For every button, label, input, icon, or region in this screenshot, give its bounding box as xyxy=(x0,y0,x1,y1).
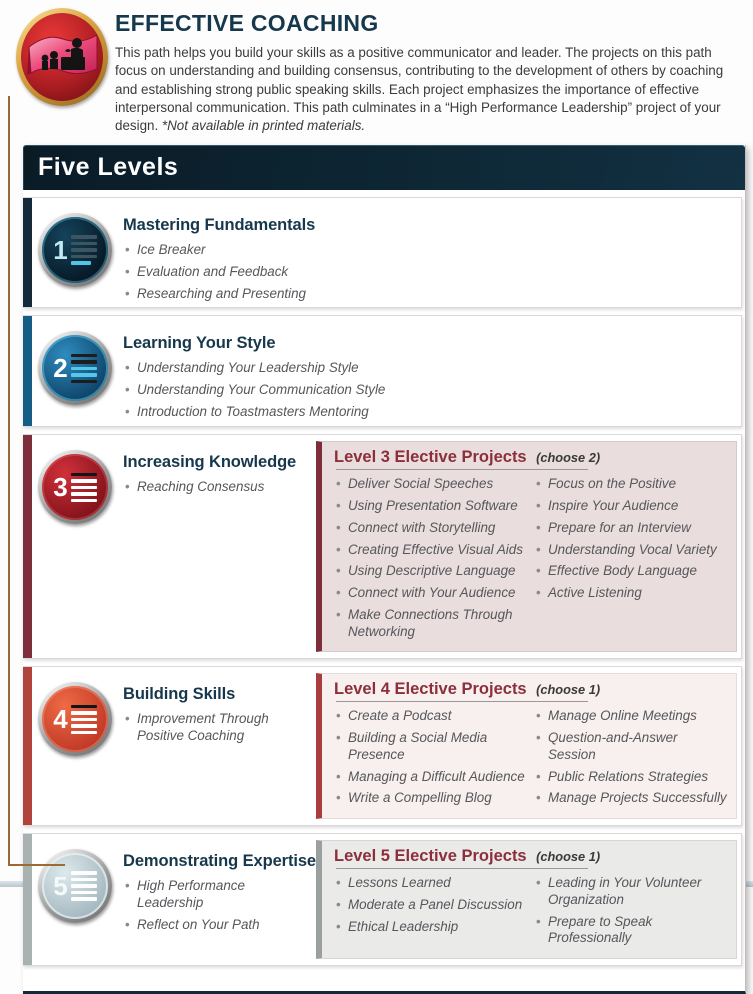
numbered-document-icon xyxy=(42,335,108,401)
path-description-text: This path helps you build your skills as a positive communicator and leader. The projects on this path focus on understanding and building consensus, contributing to the development of others by coaching and establishing strong public speaking skills. Each project emphasizes the importance of effective interpersonal communication. This path culminates in a “High Performance Leadership” project of your design. xyxy=(115,45,724,134)
gold-ribbon-line-horizontal xyxy=(8,864,65,866)
elective-item: • Connect with Your Audience xyxy=(334,585,528,602)
project-item: • Introduction to Toastmasters Mentoring xyxy=(123,404,735,421)
level-2-title: Learning Your Style xyxy=(123,334,276,353)
level-5-projects xyxy=(123,878,310,933)
elective-item: • Ethical Leadership xyxy=(334,919,528,936)
level-5-electives-heading xyxy=(334,847,728,866)
electives-columns xyxy=(334,476,728,645)
elective-item: • Make Connections Through Networking xyxy=(334,607,528,641)
level-3-number: 3 xyxy=(53,471,68,502)
elective-item: • Focus on the Positive xyxy=(534,476,728,493)
numbered-document-icon xyxy=(42,454,108,520)
level-row-2 xyxy=(23,315,742,427)
project-item: • Reflect on Your Path xyxy=(123,917,310,934)
level-4-badge-zone xyxy=(32,667,121,825)
five-levels-heading: Five Levels xyxy=(23,145,745,190)
elective-item: • Moderate a Panel Discussion xyxy=(334,897,528,914)
level-3-electives-panel xyxy=(316,441,737,652)
page-title: EFFECTIVE COACHING xyxy=(115,10,379,36)
document-lines-icon xyxy=(71,473,97,503)
level-3-accent-bar xyxy=(23,435,32,658)
electives-columns xyxy=(334,708,728,812)
project-item: • Ice Breaker xyxy=(123,242,735,259)
elective-item: • Create a Podcast xyxy=(334,708,528,725)
level-5-title: Demonstrating Expertise xyxy=(123,852,317,870)
flag-speaker-icon-inner xyxy=(21,13,103,101)
document-lines-icon xyxy=(71,235,97,265)
elective-item: • Manage Projects Successfully xyxy=(534,790,728,807)
level-3-title: Increasing Knowledge xyxy=(123,453,297,472)
elective-item: • Connect with Storytelling xyxy=(334,520,528,537)
level-4-badge xyxy=(38,682,112,756)
level-row-5 xyxy=(23,833,742,966)
level-5-accent-bar xyxy=(23,834,32,965)
heading-rule xyxy=(336,469,588,470)
elective-item: • Building a Social Media Presence xyxy=(334,730,528,764)
electives-column-1 xyxy=(334,708,528,812)
project-item: • Researching and Presenting xyxy=(123,286,735,303)
level-2-accent-bar xyxy=(23,316,32,426)
level-2-badge-zone xyxy=(32,316,121,426)
project-item: • Evaluation and Feedback xyxy=(123,264,735,281)
elective-item: • Write a Compelling Blog xyxy=(334,790,528,807)
numbered-document-icon xyxy=(42,686,108,752)
numbered-document-icon xyxy=(42,217,108,283)
level-4-title: Building Skills xyxy=(123,685,236,704)
level-3-badge xyxy=(38,450,112,524)
level-4-electives-panel xyxy=(316,673,737,819)
project-item: • Reaching Consensus xyxy=(123,479,310,496)
level-3-projects xyxy=(123,479,310,496)
electives-choose-note: (choose 1) xyxy=(536,849,601,864)
level-4-accent-bar xyxy=(23,667,32,825)
heading-rule xyxy=(336,701,588,702)
level-2-projects xyxy=(123,360,735,420)
level-4-electives-heading xyxy=(334,680,728,699)
document-lines-icon xyxy=(71,354,97,384)
elective-item: • Using Descriptive Language xyxy=(334,563,528,580)
elective-item: • Creating Effective Visual Aids xyxy=(334,542,528,559)
level-row-4 xyxy=(23,666,742,826)
level-3-badge-zone xyxy=(32,435,121,658)
document-lines-icon xyxy=(71,871,97,901)
level-3-electives-heading xyxy=(334,448,728,467)
five-levels-body xyxy=(23,190,745,991)
electives-choose-note: (choose 1) xyxy=(536,682,601,698)
level-5-badge-zone xyxy=(32,834,121,965)
level-1-info xyxy=(121,198,741,307)
path-description xyxy=(115,44,745,136)
gold-ribbon-line-vertical xyxy=(8,96,10,866)
elective-item: • Using Presentation Software xyxy=(334,498,528,515)
project-item: • Understanding Your Communication Style xyxy=(123,382,735,399)
electives-title: Level 4 Elective Projects xyxy=(334,680,527,699)
elective-item: • Understanding Vocal Variety xyxy=(534,542,728,559)
flag-speaker-icon xyxy=(16,8,108,106)
level-1-title: Mastering Fundamentals xyxy=(123,216,316,234)
level-4-projects xyxy=(123,711,310,745)
elective-item: • Public Relations Strategies xyxy=(534,769,728,786)
flag-speaker-graphic xyxy=(21,13,103,101)
level-2-info xyxy=(121,316,741,426)
level-2-number: 2 xyxy=(53,352,68,383)
project-item: • High Performance Leadership xyxy=(123,878,310,912)
path-note: *Not available in printed materials. xyxy=(161,118,366,134)
elective-item: • Active Listening xyxy=(534,585,728,602)
level-2-badge xyxy=(38,331,112,405)
elective-item: • Question-and-Answer Session xyxy=(534,730,728,764)
elective-item: • Managing a Difficult Audience xyxy=(334,769,528,786)
electives-column-2 xyxy=(534,708,728,812)
project-item: • Understanding Your Leadership Style xyxy=(123,360,735,377)
level-row-1 xyxy=(23,197,742,308)
level-5-info xyxy=(121,834,316,965)
heading-rule xyxy=(336,868,588,869)
elective-item: • Deliver Social Speeches xyxy=(334,476,528,493)
level-4-number: 4 xyxy=(53,703,68,734)
level-1-projects xyxy=(123,242,735,302)
elective-item: • Manage Online Meetings xyxy=(534,708,728,725)
elective-item: • Inspire Your Audience xyxy=(534,498,728,515)
elective-item: • Effective Body Language xyxy=(534,563,728,580)
level-5-badge xyxy=(38,849,112,923)
level-1-number: 1 xyxy=(53,234,68,265)
electives-title: Level 3 Elective Projects xyxy=(334,448,527,467)
level-5-number: 5 xyxy=(53,870,68,901)
level-1-badge xyxy=(38,213,112,287)
path-header xyxy=(0,0,753,140)
electives-title: Level 5 Elective Projects xyxy=(334,847,527,865)
document-lines-icon xyxy=(71,705,97,735)
level-3-info xyxy=(121,435,316,658)
level-row-3 xyxy=(23,434,742,659)
elective-item: • Prepare to Speak Professionally xyxy=(534,914,728,948)
electives-choose-note: (choose 2) xyxy=(536,450,601,466)
level-1-badge-zone xyxy=(32,198,121,307)
elective-item: • Prepare for an Interview xyxy=(534,520,728,537)
project-item: • Improvement Through Positive Coaching xyxy=(123,711,310,745)
numbered-document-icon xyxy=(42,853,108,919)
electives-column-2 xyxy=(534,476,728,645)
five-levels-card xyxy=(23,145,746,994)
elective-item: • Leading in Your Volunteer Organization xyxy=(534,875,728,909)
level-5-electives-panel xyxy=(316,840,737,959)
level-1-accent-bar xyxy=(23,198,32,307)
level-4-info xyxy=(121,667,316,825)
electives-column-1 xyxy=(334,476,528,645)
elective-item: • Lessons Learned xyxy=(334,875,528,892)
